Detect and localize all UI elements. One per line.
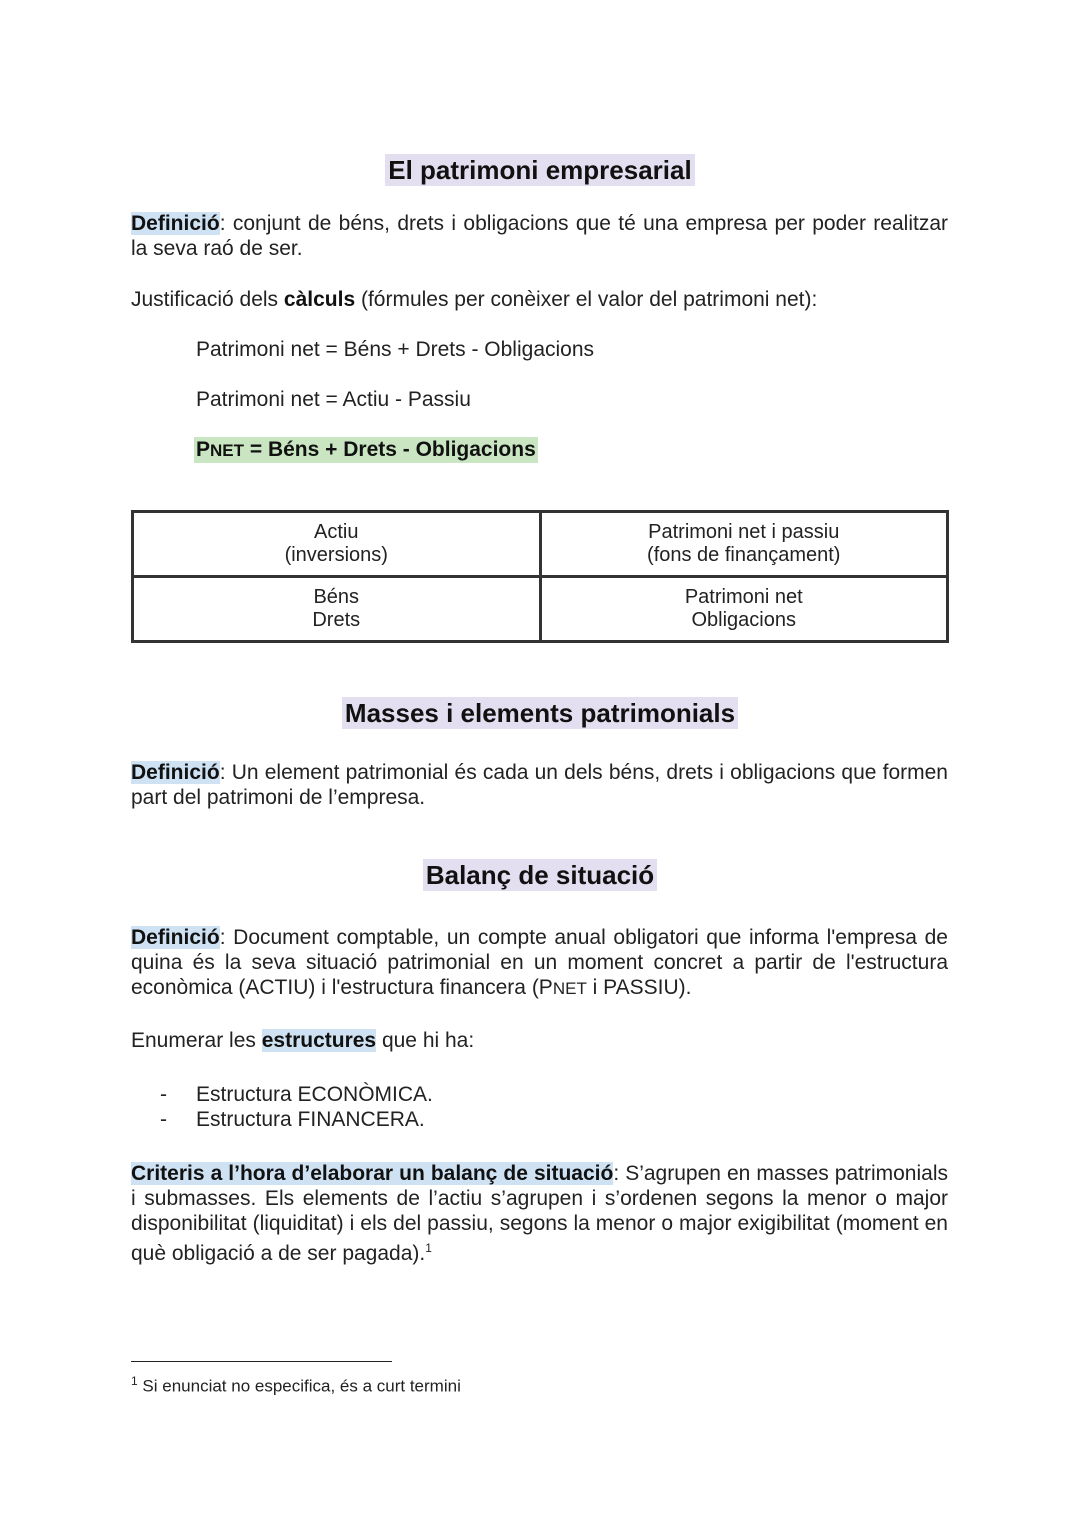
list-item: - Estructura FINANCERA.: [160, 1108, 425, 1131]
formula-1: Patrimoni net = Béns + Drets - Obligacions: [196, 338, 595, 361]
formula-2: Patrimoni net = Actiu - Passiu: [196, 388, 471, 411]
definition-balanc: Definició: Document comptable, un compte anual obligatori que informa l'empresa de quina és la seva situació patrimonial en un moment concret a partir de l'estructura econòmica (ACTIU) i l'estructura financera (PNET i PASSIU).: [131, 926, 948, 999]
footnote-divider: [131, 1361, 392, 1362]
section-title-patrimoni: El patrimoni empresarial: [0, 155, 1080, 186]
section-title-balanc: Balanç de situació: [0, 860, 1080, 891]
justification-line: Justificació dels càlculs (fórmules per conèixer el valor del patrimoni net):: [131, 288, 818, 311]
definition-patrimoni: [131, 211, 948, 261]
footnote: $^1$ Si enunciat no especifica, és a curt termini: [131, 1374, 461, 1396]
definition-text: : conjunt de béns, drets i obligacions que té una empresa per poder realitzar la seva raó de ser.: [131, 212, 948, 260]
definition-label: Definició: [131, 761, 220, 784]
criteria-label: Criteris a l’hora d’elaborar un balanç de situació: [131, 1162, 614, 1185]
dash-bullet-icon: -: [160, 1083, 167, 1106]
list-item: - Estructura ECONÒMICA.: [160, 1083, 433, 1106]
bullet-list: [160, 1082, 433, 1132]
definition-label: Definició: [131, 212, 220, 235]
table-row: [133, 577, 948, 642]
balance-table: [131, 510, 949, 643]
table-cell-actiu-header: Actiu (inversions): [133, 512, 541, 577]
table-cell-actiu-items: Béns Drets: [133, 577, 541, 642]
table-cell-passiu-header: Patrimoni net i passiu (fons de finançament): [540, 512, 948, 577]
dash-bullet-icon: -: [160, 1108, 167, 1131]
definition-label: Definició: [131, 926, 220, 949]
definition-element: [131, 760, 948, 810]
footnote-reference[interactable]: 1: [425, 1241, 432, 1255]
criteria-paragraph: Criteris a l’hora d’elaborar un balanç de situació: S’agrupen en masses patrimonials i submasses. Els elements de l’actiu s’agrupen i s’ordenen segons la menor o major disponibilitat (liquiditat) i els del passiu, segons la menor o major exigibilitat (moment en què obligació a de ser pagada).$^1$: [131, 1162, 949, 1265]
table-row: [133, 512, 948, 577]
enumerate-line: Enumerar les estructures que hi ha:: [131, 1029, 475, 1052]
formula-3-highlighted: PNET = Béns + Drets - Obligacions: [196, 438, 536, 461]
definition-text: : Un element patrimonial és cada un dels béns, drets i obligacions que formen part del patrimoni de l’empresa.: [131, 761, 948, 809]
table-cell-passiu-items: Patrimoni net Obligacions: [540, 577, 948, 642]
section-title-masses: Masses i elements patrimonials: [0, 698, 1080, 729]
